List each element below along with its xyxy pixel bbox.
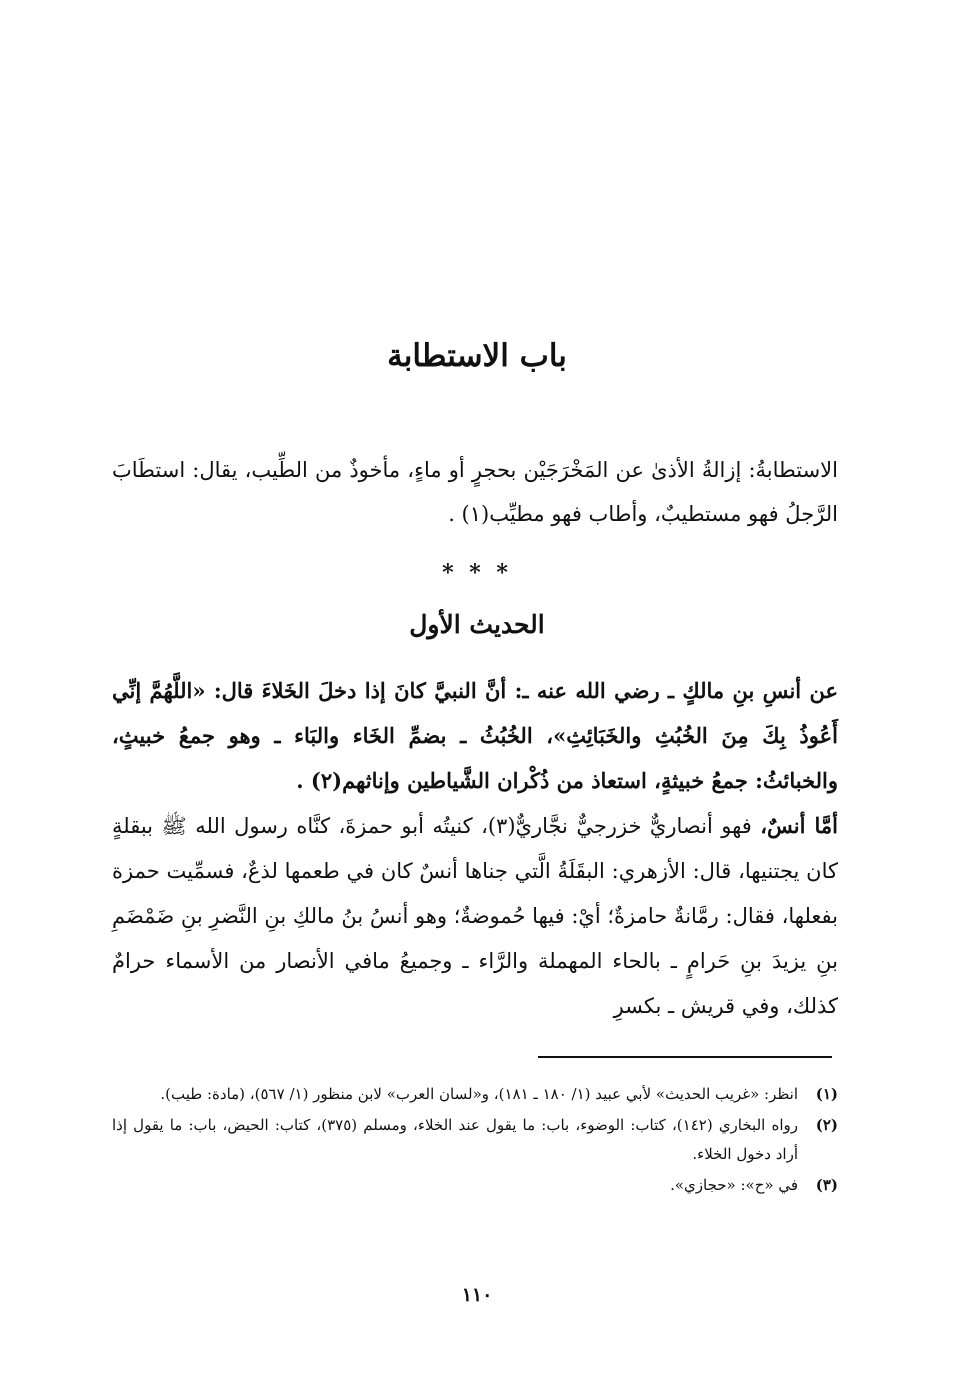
hadith-paragraph: عن أنسِ بنِ مالكٍ ـ رضي الله عنه ـ: أنَّ النبيَّ كانَ إذا دخلَ الخَلاءَ قال: «اللَّهُمَّ إنِّي أَعُوذُ بِكَ مِنَ الخُبُثِ والخَبَائِثِ»، الخُبُثُ ـ بضمِّ الخَاء والبَاء ـ وهو جمعُ خبيثٍ، والخبائثُ: جمعُ خبيثةٍ، استعاذ من ذُكْران الشَّياطين وإناثهم(٢) .	[112, 678, 838, 793]
footnote-number: (١)	[815, 1085, 838, 1103]
footnote-3	[112, 1171, 838, 1200]
footnote-2	[112, 1111, 838, 1169]
footnote-text: في «ح»: «حجازي».	[670, 1176, 798, 1194]
footnotes	[112, 1080, 838, 1202]
footnote-divider	[538, 1056, 832, 1058]
footnote-number: (٢)	[815, 1116, 838, 1134]
footnote-text: انظر: «غريب الحديث» لأبي عبيد (١/ ١٨٠ ـ ١٨١)، و«لسان العرب» لابن منظور (١/ ٥٦٧)، (مادة: طيب).	[160, 1085, 798, 1103]
commentary-body: فهو أنصاريٌّ خزرجيٌّ نجَّاريٌّ(٣)، كنيتُه أبو حمزةَ، كنَّاه رسول الله ﷺ ببقلةٍ كان يجتنيها، قال: الأزهري: البقَلَةُ الَّتي جناها أنسٌ كان في طعمها لذعٌ، فسمِّيت حمزة بفعلها، فقال: رمَّانةٌ حامزةٌ؛ أيْ: فيها حُموضةٌ؛ وهو أنسُ بنُ مالكِ بنِ النَّضرِ بنِ ضَمْضَمِ بنِ يزيدَ بنِ حَرامٍ ـ بالحاء المهملة والرَّاء ـ وجميعُ مافي الأنصار من الأسماء حرامٌ كذلك، وفي قريش ـ بكسرِ	[112, 814, 838, 1018]
hadith-title: الحديث الأول	[409, 610, 545, 639]
footnote-1	[112, 1080, 838, 1109]
commentary-paragraph	[112, 803, 838, 1029]
footnote-number: (٣)	[815, 1176, 838, 1194]
section-separator: * * *	[442, 560, 512, 586]
footnote-text: رواه البخاري (١٤٢)، كتاب: الوضوء، باب: ما يقول عند الخلاء، ومسلم (٣٧٥)، كتاب: الحيض، باب: ما يقول إذا أراد دخول الخلاء.	[112, 1116, 798, 1163]
chapter-title: باب الاستطابة	[387, 338, 567, 374]
commentary-lead: أمَّا أنسٌ،	[760, 813, 838, 838]
definition-paragraph: الاستطابةُ: إزالةُ الأذىٰ عن المَخْرَجَيْن بحجرٍ أو ماءٍ، مأخوذٌ من الطِّيب، يقال: استطَابَ الرَّجلُ فهو مستطيبٌ، وأطاب فهو مطيِّب(١) .	[112, 458, 838, 526]
page-number: ١١٠	[461, 1284, 493, 1306]
